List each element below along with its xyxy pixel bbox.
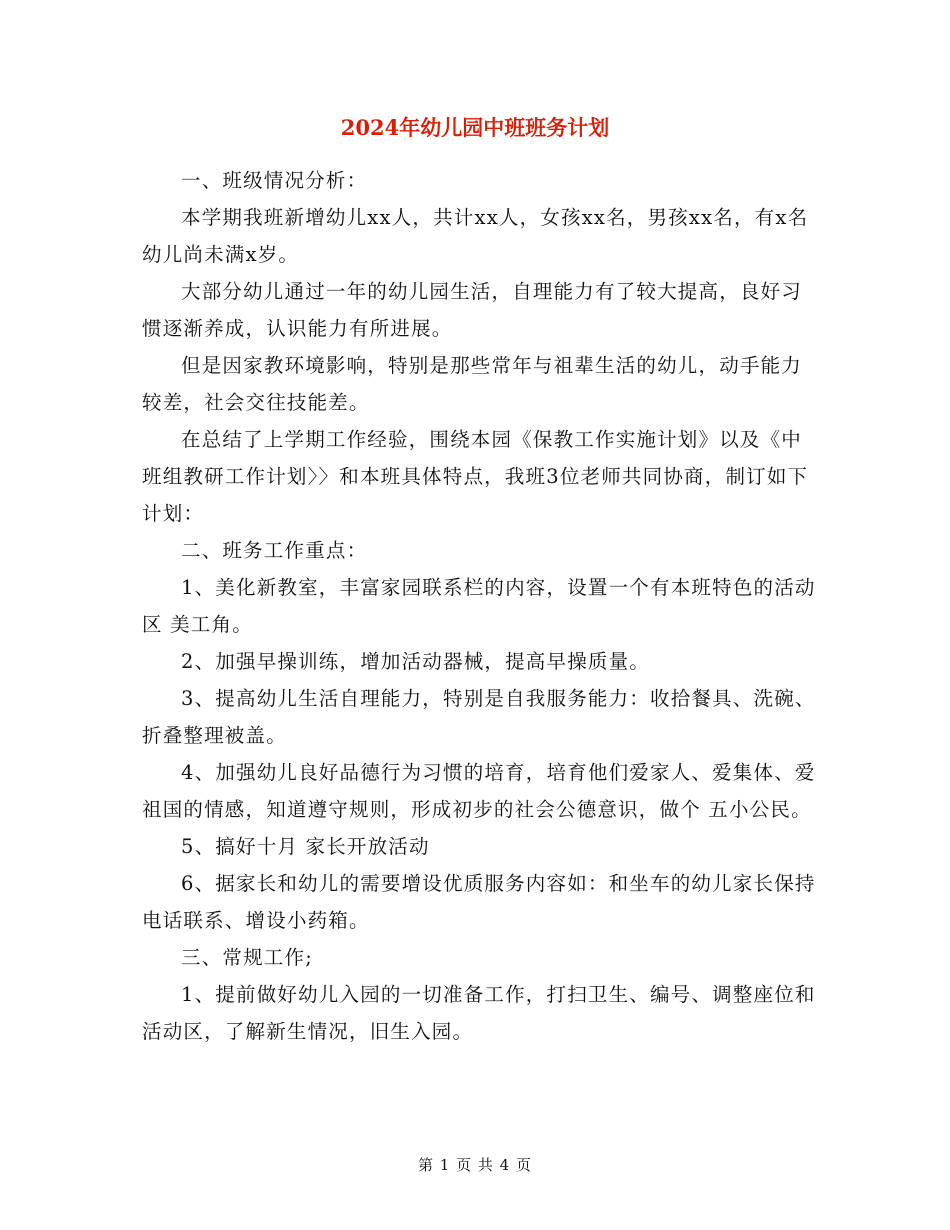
list-item: 5、搞好十月 家长开放活动 xyxy=(181,835,430,858)
list-item: 2、加强早操训练，增加活动器械，提高早操质量。 xyxy=(181,650,651,673)
list-item: 3、提高幼儿生活自理能力，特别是自我服务能力：收拾餐具、洗碗、折叠整理被盖。 xyxy=(142,687,816,747)
section-heading-class-analysis: 一、班级情况分析： xyxy=(181,169,368,192)
paragraph: 但是因家教环境影响，特别是那些常年与祖辈生活的幼儿，动手能力较差，社会交往技能差。 xyxy=(142,354,803,414)
document-title: 2024年幼儿园中班班务计划 xyxy=(340,115,610,140)
list-item: 4、加强幼儿良好品德行为习惯的培育，培育他们爱家人、爱集体、爱祖国的情感，知道遵守规则，形成初步的社会公德意识，做个 五小公民。 xyxy=(142,761,816,821)
document-body xyxy=(142,162,822,1050)
list-item: 6、据家长和幼儿的需要增设优质服务内容如：和坐车的幼儿家长保持电话联系、增设小药箱。 xyxy=(142,872,816,932)
paragraph: 本学期我班新增幼儿xx人，共计xx人，女孩xx名，男孩xx名，有x名幼儿尚未满x岁。 xyxy=(142,206,809,266)
paragraph: 在总结了上学期工作经验，围绕本园《保教工作实施计划》以及《中班组教研工作计划〉〉和本班具体特点，我班3位老师共同协商，制订如下计划： xyxy=(142,428,809,525)
paragraph: 大部分幼儿通过一年的幼儿园生活，自理能力有了较大提高，良好习惯逐渐养成，认识能力有所进展。 xyxy=(142,280,803,340)
list-item: 1、提前做好幼儿入园的一切准备工作，打扫卫生、编号、调整座位和活动区，了解新生情况，旧生入园。 xyxy=(142,983,816,1043)
section-heading-work-focus: 二、班务工作重点： xyxy=(181,539,368,562)
section-heading-routine-work: 三、常规工作; xyxy=(181,946,313,969)
list-item: 1、美化新教室，丰富家园联系栏的内容，设置一个有本班特色的活动区 美工角。 xyxy=(142,576,816,636)
page-number-footer: 第 1 页 共 4 页 xyxy=(418,1156,532,1174)
